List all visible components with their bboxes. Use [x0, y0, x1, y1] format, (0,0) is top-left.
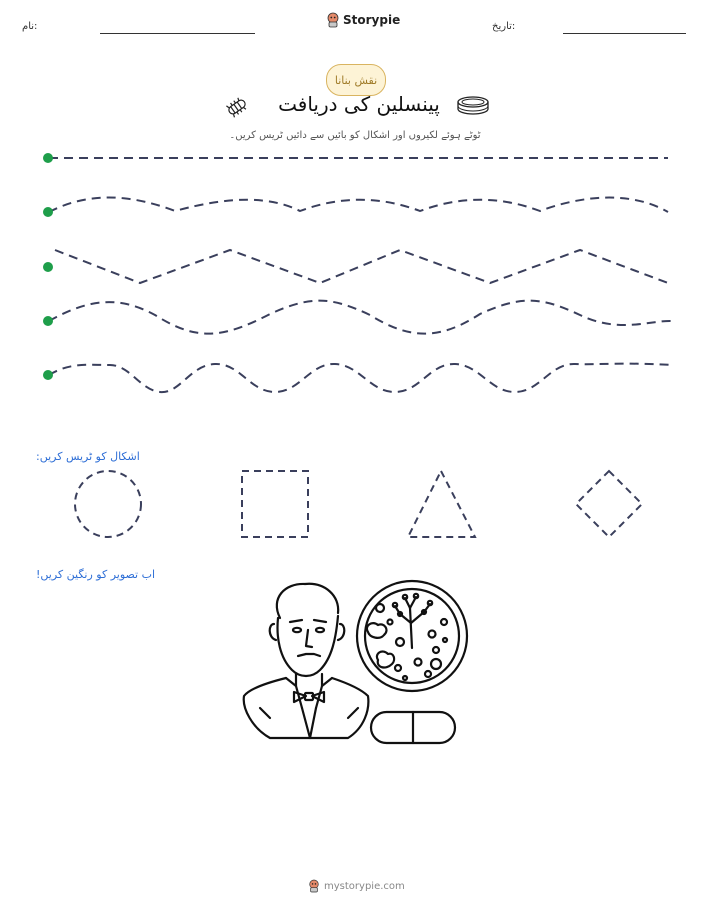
trace-line-wave-2	[49, 301, 672, 334]
trace-circle	[75, 471, 141, 537]
page-title: پینسلین کی دریافت	[278, 92, 440, 116]
trace-diamond	[576, 471, 642, 537]
tracing-shapes[interactable]	[0, 460, 709, 550]
start-dot	[43, 370, 53, 380]
brand-name: Storypie	[343, 13, 401, 27]
footer-url[interactable]: mystorypie.com	[324, 880, 405, 892]
trace-line-bumps	[49, 364, 672, 392]
start-dot	[43, 207, 53, 217]
date-label: تاریخ:	[492, 21, 516, 32]
instructions: ٹوٹے ہوئے لکیروں اور اشکال کو بائیں سے دائیں ٹریس کریں۔	[229, 130, 481, 141]
category-badge: نقش بنانا	[326, 64, 386, 96]
trace-square	[242, 471, 308, 537]
shapes-label: اشکال کو ٹریس کریں:	[36, 450, 140, 463]
start-dot	[43, 153, 53, 163]
start-dot	[43, 262, 53, 272]
capsule-drawing	[371, 712, 455, 743]
storypie-mascot-icon	[308, 879, 320, 893]
name-label: نام:	[22, 21, 38, 32]
color-label: اب تصویر کو رنگین کریں!	[36, 568, 156, 581]
scientist-drawing	[244, 584, 369, 738]
start-dot	[43, 316, 53, 326]
trace-triangle	[408, 471, 475, 537]
coloring-illustration[interactable]	[240, 578, 470, 748]
tracing-lines[interactable]	[0, 0, 709, 420]
trace-line-wave	[49, 198, 668, 212]
trace-line-zigzag	[55, 250, 668, 283]
petri-dish-drawing	[357, 581, 467, 691]
footer	[308, 879, 405, 893]
